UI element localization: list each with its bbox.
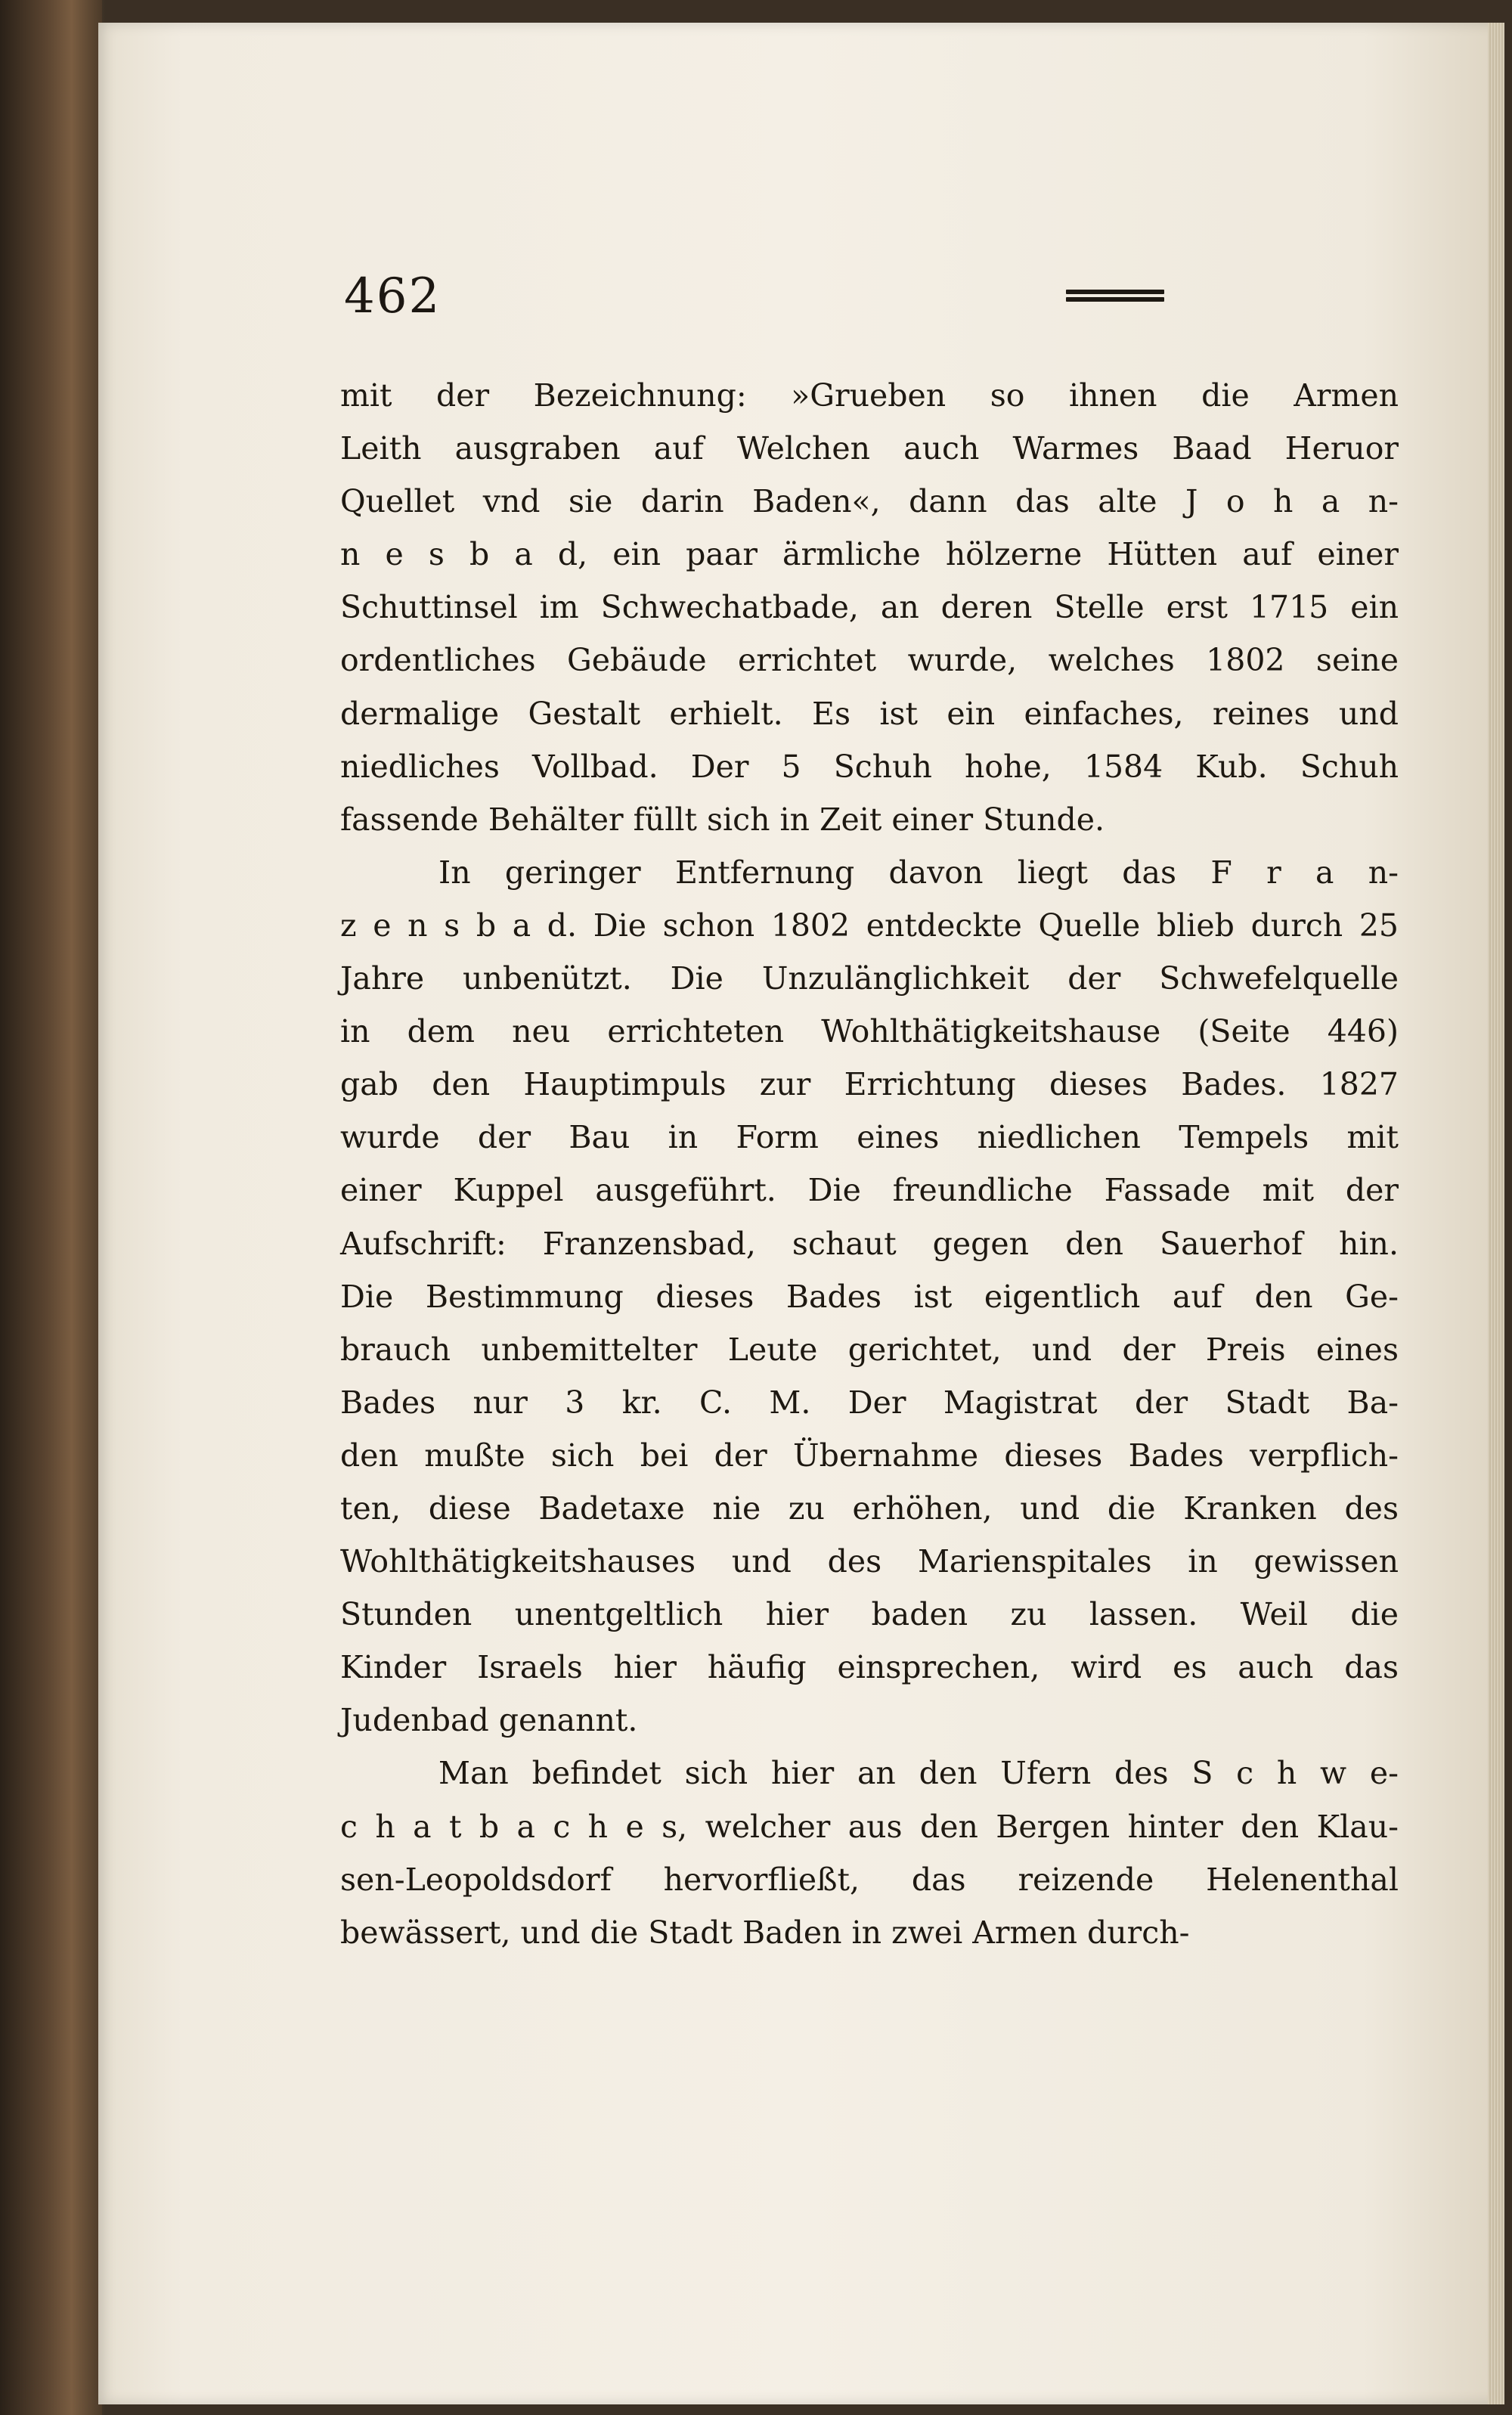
paragraph <box>340 1747 1399 1958</box>
text-line: gab den Hauptimpuls zur Errichtung dieses Bades. 1827 <box>340 1066 1399 1103</box>
text-line: niedliches Vollbad. Der 5 Schuh hohe, 1584 Kub. Schuh <box>340 748 1399 785</box>
header-rule <box>1066 290 1164 308</box>
page-number: 462 <box>344 268 442 324</box>
text-line: c h a t b a c h e s, welcher aus den Bergen hinter den Klau- <box>340 1808 1399 1845</box>
text-line: brauch unbemittelter Leute gerichtet, und der Preis eines <box>340 1331 1399 1368</box>
text-line: Judenbad genannt. <box>340 1702 638 1739</box>
text-line: n e s b a d, ein paar ärmliche hölzerne Hütten auf einer <box>340 536 1399 573</box>
text-line: in dem neu errichteten Wohlthätigkeitshause (Seite 446) <box>340 1013 1399 1050</box>
text-line: Bades nur 3 kr. C. M. Der Magistrat der Stadt Ba- <box>340 1384 1399 1421</box>
text-line: dermalige Gestalt erhielt. Es ist ein einfaches, reines und <box>340 695 1399 732</box>
book-gutter <box>0 0 102 2415</box>
text-line: bewässert, und die Stadt Baden in zwei Armen durch- <box>340 1914 1190 1951</box>
text-line: mit der Bezeichnung: »Grueben so ihnen die Armen <box>340 377 1399 414</box>
text-line: fassende Behälter füllt sich in Zeit einer Stunde. <box>340 801 1105 838</box>
text-line: Kinder Israels hier häufig einsprechen, wird es auch das <box>340 1649 1399 1686</box>
text-line: z e n s b a d. Die schon 1802 entdeckte Quelle blieb durch 25 <box>340 907 1399 944</box>
text-line: Stunden unentgeltlich hier baden zu lassen. Weil die <box>340 1596 1399 1633</box>
page-edge <box>1488 23 1504 2404</box>
text-line: ordentliches Gebäude errichtet wurde, welches 1802 seine <box>340 642 1399 679</box>
text-line: Aufschrift: Franzensbad, schaut gegen den Sauerhof hin. <box>340 1225 1399 1262</box>
text-line: Quellet vnd sie darin Baden«, dann das alte J o h a n- <box>340 483 1399 520</box>
paragraph <box>340 369 1399 846</box>
paragraph <box>340 846 1399 1747</box>
text-line: Jahre unbenützt. Die Unzulänglichkeit der Schwefelquelle <box>340 960 1399 997</box>
text-line: einer Kuppel ausgeführt. Die freundliche Fassade mit der <box>340 1172 1399 1209</box>
text-line: In geringer Entfernung davon liegt das F r a n- <box>438 854 1399 891</box>
text-line: Schuttinsel im Schwechatbade, an deren Stelle erst 1715 ein <box>340 589 1399 626</box>
text-line: wurde der Bau in Form eines niedlichen Tempels mit <box>340 1119 1399 1156</box>
text-line: Die Bestimmung dieses Bades ist eigentlich auf den Ge- <box>340 1278 1399 1315</box>
page-header <box>246 268 1380 336</box>
text-line: den mußte sich bei der Übernahme dieses Bades verpflich- <box>340 1437 1399 1474</box>
text-line: Man befindet sich hier an den Ufern des S c h w e- <box>438 1755 1399 1792</box>
body-text <box>340 369 1399 1959</box>
text-line: Leith ausgraben auf Welchen auch Warmes Baad Heruor <box>340 430 1399 467</box>
text-line: ten, diese Badetaxe nie zu erhöhen, und die Kranken des <box>340 1490 1399 1527</box>
text-line: Wohlthätigkeitshauses und des Marienspitales in gewissen <box>340 1543 1399 1580</box>
text-line: sen-Leopoldsdorf hervorfließt, das reizende Helenenthal <box>340 1861 1399 1898</box>
